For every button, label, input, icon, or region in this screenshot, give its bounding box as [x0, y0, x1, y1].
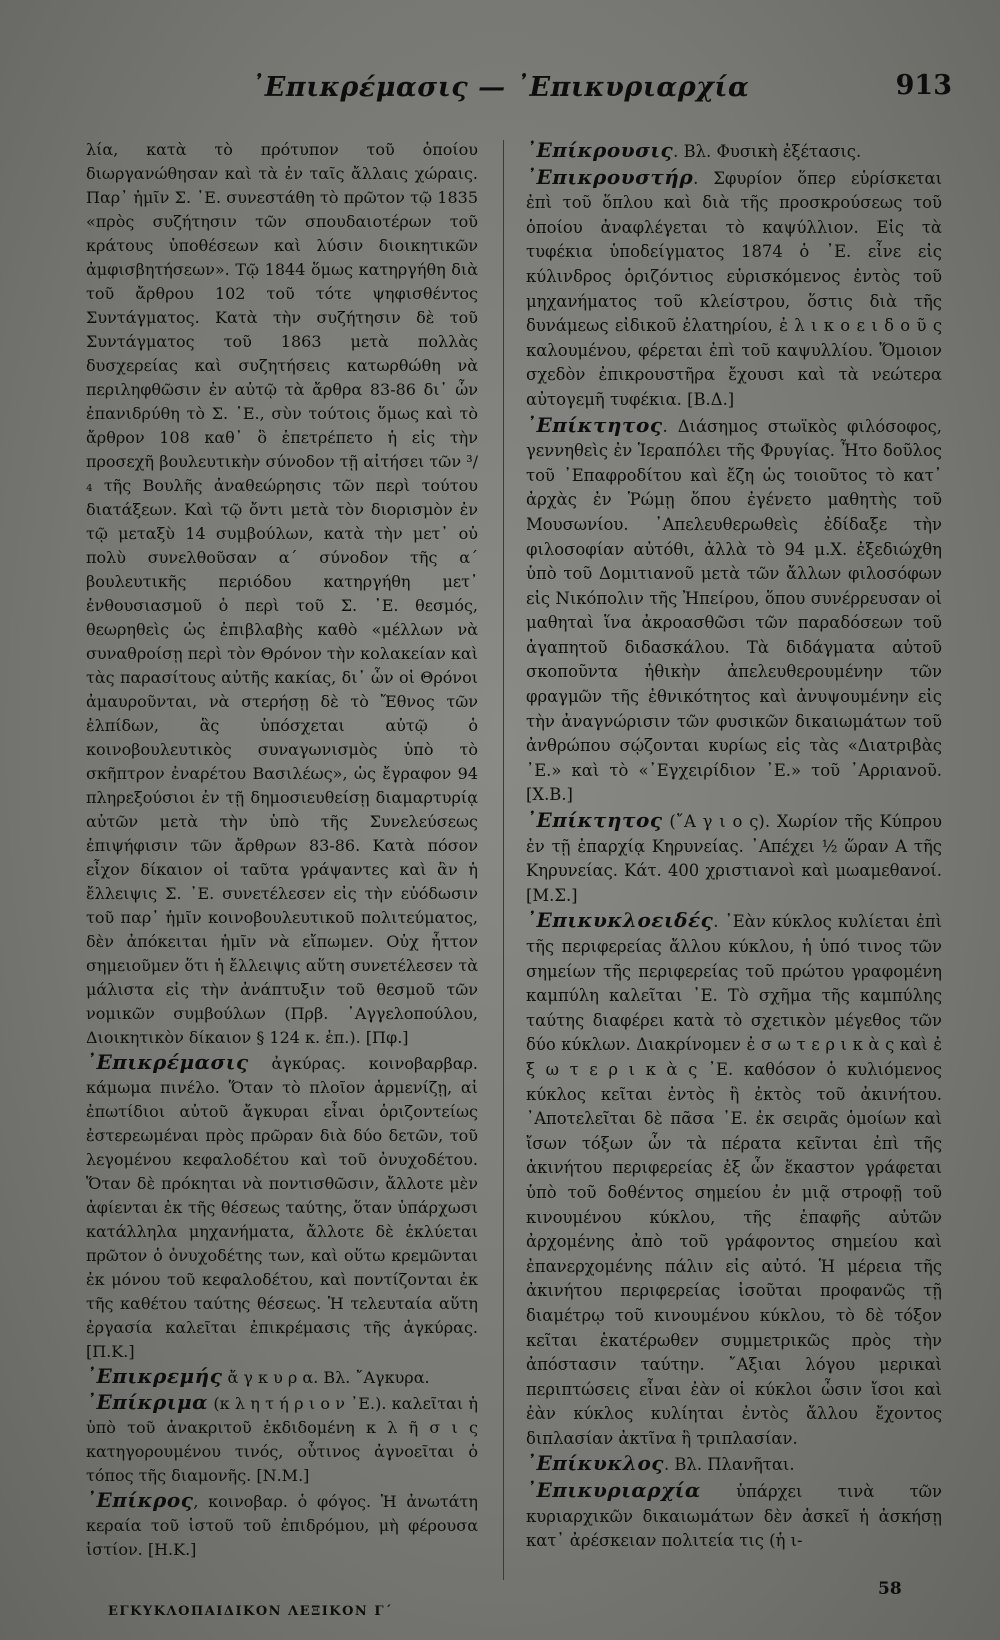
entry-headword: ᾿Επικυριαρχία [526, 1478, 701, 1503]
entry-headword: ᾿Επίκτητος [526, 808, 663, 833]
entry-headword: ᾿Επικρεμής [86, 1364, 223, 1388]
sheet-number: 58 [878, 1579, 902, 1599]
entry-epiktitos-village [526, 808, 942, 908]
entry-text: κοινοβαρ. ὁ φόγος. Ἡ ἀνωτάτη κεραία τοῦ ἱστοῦ τοῦ ἐπιδρόμου, μὴ φέρουσα ἱστίον. [Η.Κ.] [86, 1492, 478, 1559]
printer-signature-line: ΕΓΚΥΚΛΟΠΑΙΔΙΚΟΝ ΛΕΞΙΚΟΝ Γ΄ [108, 1604, 394, 1619]
entry-epikrima [86, 1390, 478, 1488]
page-number: 913 [895, 70, 952, 101]
entry-text: ᾿Εὰν κύκλος κυλίεται ἐπὶ τῆς περιφερείας ἄλλου κύκλου, ἡ ὑπό τινος τῶν σημείων τῆς περιφερείας τοῦ πρώτου γραφομένη καμπύλη καλεῖται ᾿Ε. Τὸ σχῆμα τῆς καμπύλης ταύτης διαφέρει κατὰ τὸ σχετικὸν μέγεθος τῶν δύο κύκλων. Διακρίνομεν ἐ σ ω τ ε ρ ι κ ὰ ς καὶ ἐ ξ ω τ ε ρ ι κ ὰ ς ᾿Ε. καθόσον ὁ κυλιόμενος κύκλος κεῖται ἐντὸς ἢ ἐκτὸς τοῦ ἀκινήτου. ᾿Αποτελεῖται δὲ πᾶσα ᾿Ε. ἐκ σειρᾶς ὁμοίων καὶ ἴσων τόξων ὧν τὰ πέρατα κεῖνται ἐπὶ τῆς ἀκινήτου περιφερείας ἐξ ὧν ἕκαστον γράφεται ὑπὸ τοῦ δοθέντος σημείου ἐν μιᾷ στροφῇ τοῦ κινουμένου κύκλου, τῆς ἐπαφῆς αὐτῶν ἀρχομένης ἀπὸ τοῦ γράφοντος σημείου καὶ ἐπανερχομένης πάλιν εἰς αὐτό. Ἡ μέρεια τῆς ἀκινήτου περιφερείας ἰσοῦται προφανῶς τῇ διαμέτρῳ τοῦ κινουμένου κύκλου, τὸ δὲ τόξον κεῖται ἑκατέρωθεν συμμετρικῶς πρὸς τὴν ἀπόστασιν ταύτην. ῎Αξιαι λόγου μερικαὶ περιπτώσεις εἶναι ἐὰν οἱ κύκλοι ὦσιν ἴσοι καὶ ἐὰν κύκλος κυλίηται ἐντὸς ἄλλου ἔχοντος διπλασίαν ἀκτῖνα ἢ τριπλασίαν. [526, 912, 942, 1448]
entry-headword: ᾿Επίκυκλος [526, 1451, 664, 1476]
entry-headword: ᾿Επίκρουσις [526, 138, 674, 162]
left-column [86, 138, 478, 1562]
entry-headword: ᾿Επίκτητος [526, 412, 663, 437]
entry-headword: ᾿Επίκριμα [86, 1390, 209, 1414]
entry-epikykloeides: ᾿Επικυκλοειδές. ᾿Εὰν κύκλος κυλίεται ἐπὶ τῆς περιφερείας ἄλλου κύκλου, ἡ ὑπό τινος τῶν σημείων τῆς περιφερείας τοῦ πρώτου γραφομένη καμπύλη καλεῖται ᾿Ε. Τὸ σχῆμα τῆς καμπύλης ταύτης διαφέρει κατὰ τὸ σχετικὸν μέγεθος τῶν δύο κύκλων. Διακρίνομεν ἐ σ ω τ ε ρ ι κ ὰ ς καὶ ἐ ξ ω τ ε ρ ι κ ὰ ς ᾿Ε. καθόσον ὁ κυλιόμενος κύκλος κεῖται ἐντὸς ἢ ἐκτὸς τοῦ ἀκινήτου. ᾿Αποτελεῖται δὲ πᾶσα ᾿Ε. ἐκ σειρᾶς ὁμοίων καὶ ἴσων τόξων ὧν τὰ πέρατα κεῖνται ἐπὶ τῆς ἀκινήτου περιφερείας ἐξ ὧν ἕκαστον γράφεται ὑπὸ τοῦ δοθέντος σημείου ἐν μιᾷ στροφῇ τοῦ κινουμένου κύκλου, τῆς ἐπαφῆς αὐτῶν ἀρχομένης ἀπὸ τοῦ γράφοντος σημείου καὶ ἐπανερχομένης πάλιν εἰς αὐτό. Ἡ μέρεια τῆς ἀκινήτου περιφερείας ἰσοῦται προφανῶς τῇ διαμέτρῳ τοῦ κινουμένου κύκλου, τὸ δὲ τόξον κεῖται ἑκατέρωθεν συμμετρικῶς πρὸς τὴν ἀπόστασιν ταύτην. ῎Αξιαι λόγου μερικαὶ περιπτώσεις εἶναι ἐὰν οἱ κύκλοι ὦσιν ἴσοι καὶ ἐὰν κύκλος κυλίηται ἐντὸς ἄλλου ἔχοντος διπλασίαν ἀκτῖνα ἢ τριπλασίαν. [526, 908, 942, 1448]
entry-headword: ᾿Επικρουστήρ [526, 164, 694, 189]
entry-text: ἀγκύρας. κοινοβαρβαρ. κάμωμα πινέλο. Ὅταν τὸ πλοῖον ἁρμενίζῃ, αἱ ἐπωτίδιοι αὐτοῦ ἄγκυραι εἶναι ὁριζοντείως ἐστερεωμέναι πρὸς πρῶραν διὰ δύο δετῶν, τοῦ λεγομένου κεφαλοδέτου καὶ τοῦ ὀνυχοδέτου. Ὅταν δὲ πρόκηται νὰ ποντισθῶσιν, ἄλλοτε μὲν ἀφίενται ἐκ τῆς θέσεως ταύτης, ὅταν ὑπάρχωσι κατάλληλα μηχανήματα, ἄλλοτε δὲ ἐκλύεται πρῶτον ὁ ὀνυχοδέτης των, καὶ οὕτω κρεμῶνται ἐκ μόνου τοῦ κεφαλοδέτου, καὶ ποντίζονται ἐκ τῆς καθέτου ταύτης θέσεως. Ἡ τελευταία αὕτη ἐργασία καλεῖται ἐπικρέμασις τῆς ἀγκύρας. [Π.Κ.] [86, 1054, 478, 1361]
running-header: ᾿Επικρέμασις — ᾿Επικυριαρχία [250, 72, 750, 103]
column-divider [503, 140, 504, 1580]
entry-text: Βλ. Πλανῆται. [674, 1455, 795, 1475]
entry-text: Σφυρίον ὅπερ εὑρίσκεται ἐπὶ τοῦ ὅπλου καὶ διὰ τῆς προσκρούσεως τοῦ ὁποίου ἀναφλέγεται τὸ καψύλλιον. Εἰς τὰ τυφέκια ὑποδείγματος 1874 ὁ ᾿Ε. εἶνε εἰς κύλινδρος ὁριζόντιος εὑρισκόμενος ἐντὸς τοῦ μηχανήματος τοῦ κλείστρου, ὅστις διὰ τῆς δυνάμεως εἰδικοῦ ἐλατηρίου, ἐ λ ι κ ο ε ι δ ο ῦ ς καλουμένου, φέρεται ἐπὶ τοῦ καψυλλίου. Ὅμοιον σχεδὸν ἐπικρουστῆρα ἔχουσι καὶ τὰ νεώτερα αὐτογεμῆ τυφέκια. [Β.Δ.] [526, 168, 942, 409]
entry-epikroustir: ᾿Επικρουστήρ. Σφυρίον ὅπερ εὑρίσκεται ἐπὶ τοῦ ὅπλου καὶ διὰ τῆς προσκρούσεως τοῦ ὁποίου ἀναφλέγεται τὸ καψύλλιον. Εἰς τὰ τυφέκια ὑποδείγματος 1874 ὁ ᾿Ε. εἶνε εἰς κύλινδρος ὁριζόντιος εὑρισκόμενος ἐντὸς τοῦ μηχανήματος τοῦ κλείστρου, ὅστις διὰ τῆς δυνάμεως εἰδικοῦ ἐλατηρίου, ἐ λ ι κ ο ε ι δ ο ῦ ς καλουμένου, φέρεται ἐπὶ τοῦ καψυλλίου. Ὅμοιον σχεδὸν ἐπικρουστῆρα ἔχουσι καὶ τὰ νεώτερα αὐτογεμῆ τυφέκια. [Β.Δ.] [526, 164, 942, 409]
entry-epikyklos: ᾿Επίκυκλος. Βλ. Πλανῆται. [526, 1451, 795, 1476]
entry-headword: ᾿Επικυκλοειδές [526, 908, 714, 933]
entry-epikyriarchia [526, 1478, 942, 1554]
entry-text: (κ λ η τ ή ρ ι ο ν ᾿Ε.). καλεῖται ἡ ὑπὸ τοῦ ἀνακριτοῦ ἐκδιδομένη κ λ ῆ σ ι ς κατηγορουμένου τινός, οὗτινος ἀγνοεῖται ὁ τόπος τῆς διαμονῆς. [Ν.Μ.] [86, 1394, 478, 1485]
entry-text: Βλ. Φυσικὴ ἐξέτασις. [683, 142, 862, 161]
entry-text: (῎Α γ ι ο ς). Χωρίον τῆς Κύπρου ἐν τῇ ἐπαρχίᾳ Κηρυνείας. ᾿Απέχει ½ ὥραν Α τῆς Κηρυνείας. Κάτ. 400 χριστιανοὶ καὶ μωαμεθανοί. [Μ.Σ.] [526, 812, 942, 905]
entry-text: Διάσημος στωϊκὸς φιλόσοφος, γεννηθεὶς ἐν Ἱεραπόλει τῆς Φρυγίας. Ἦτο δοῦλος τοῦ ᾿Επαφροδίτου καὶ ἔζη ὡς τοιοῦτος τὸ κατ᾿ ἀρχὰς ἐν Ῥώμῃ ὅπου ἐγένετο μαθητὴς τοῦ Μουσωνίου. ᾿Απελευθερωθεὶς ἐδίδαξε τὴν φιλοσοφίαν αὐτόθι, ἀλλὰ τὸ 94 μ.Χ. ἐξεδιώχθη ὑπὸ τοῦ Δομιτιανοῦ μετὰ τῶν ἄλλων φιλοσόφων εἰς Νικόπολιν τῆς Ἠπείρου, ὅπου συνέρρευσαν οἱ μαθηταὶ ἵνα ἀκροασθῶσι τῶν παραδόσεων τοῦ ἀγαπητοῦ διδασκάλου. Τὰ διδάγματα αὐτοῦ σκοποῦντα ἠθικὴν ἀπελευθερουμένην τῶν φραγμῶν τῆς ἐθνικότητος καὶ ἀνυψουμένην εἰς τὴν ἀναγνώρισιν τῶν φυσικῶν δικαιωμάτων τοῦ ἀνθρώπου σῴζονται κυρίως εἰς τὰς «Διατριβὰς ᾿Ε.» καὶ τὸ «᾿Εγχειρίδιον ᾿Ε.» τοῦ ᾿Αρριανοῦ. [Χ.Β.] [526, 416, 942, 805]
entry-text: ὑπάρχει τινὰ τῶν κυριαρχικῶν δικαιωμάτων δὲν ἀσκεῖ ἡ ἀσκήσῃ κατ᾿ ἀρέσκειαν πολιτεία τις (ἡ ι- [526, 1482, 942, 1551]
entry-epikremis [86, 1364, 478, 1390]
entry-epiktitos: ᾿Επίκτητος. Διάσημος στωϊκὸς φιλόσοφος, γεννηθεὶς ἐν Ἱεραπόλει τῆς Φρυγίας. Ἦτο δοῦλος τοῦ ᾿Επαφροδίτου καὶ ἔζη ὡς τοιοῦτος τὸ κατ᾿ ἀρχὰς ἐν Ῥώμῃ ὅπου ἐγένετο μαθητὴς τοῦ Μουσωνίου. ᾿Απελευθερωθεὶς ἐδίδαξε τὴν φιλοσοφίαν αὐτόθι, ἀλλὰ τὸ 94 μ.Χ. ἐξεδιώχθη ὑπὸ τοῦ Δομιτιανοῦ μετὰ τῶν ἄλλων φιλοσόφων εἰς Νικόπολιν τῆς Ἠπείρου, ὅπου συνέρρευσαν οἱ μαθηταὶ ἵνα ἀκροασθῶσι τῶν παραδόσεων τοῦ ἀγαπητοῦ διδασκάλου. Τὰ διδάγματα αὐτοῦ σκοποῦντα ἠθικὴν ἀπελευθερουμένην τῶν φραγμῶν τῆς ἐθνικότητος καὶ ἀνυψουμένην εἰς τὴν ἀναγνώρισιν τῶν φυσικῶν δικαιωμάτων τοῦ ἀνθρώπου σῴζονται κυρίως εἰς τὰς «Διατριβὰς ᾿Ε.» καὶ τὸ «᾿Εγχειρίδιον ᾿Ε.» τοῦ ᾿Αρριανοῦ. [Χ.Β.] [526, 412, 942, 805]
right-column [526, 138, 942, 1554]
entry-epikrousis: ᾿Επίκρουσις. Βλ. Φυσικὴ ἐξέτασις. [526, 138, 862, 162]
entry-headword: ᾿Επίκρος [86, 1488, 194, 1512]
entry-epikremasis [86, 1050, 478, 1364]
entry-text: ἄ γ κ υ ρ α. Βλ. ῎Αγκυρα. [227, 1368, 430, 1387]
entry-epikros: ᾿Επίκρος, κοινοβαρ. ὁ φόγος. Ἡ ἀνωτάτη κεραία τοῦ ἱστοῦ τοῦ ἐπιδρόμου, μὴ φέρουσα ἱστίον. [Η.Κ.] [86, 1488, 478, 1559]
entry-continuation-text: λία, κατὰ τὸ πρότυπον τοῦ ὁποίου διωργανώθησαν καὶ τὰ ἐν ταῖς ἄλλαις χώραις. Παρ᾿ ἡμῖν Σ. ᾿Ε. συνεστάθη τὸ πρῶτον τῷ 1835 «πρὸς συζήτησιν τῶν σπουδαιοτέρων τοῦ κράτους ὑποθέσεων καὶ λύσιν διοικητικῶν ἀμφισβητήσεων». Τῷ 1844 ὅμως κατηργήθη διὰ τοῦ ἄρθρου 102 τοῦ τότε ψηφισθέντος Συντάγματος. Κατὰ τὴν συζήτησιν δὲ τοῦ Συντάγματος τοῦ 1863 μετὰ πολλὰς δυσχερείας καὶ συζητήσεις κατωρθώθη νὰ περιληφθῶσιν ἐν αὐτῷ τὰ ἄρθρα 83-86 δι᾿ ὧν ἐπανιδρύθη τὸ Σ. ᾿Ε., σὺν τούτοις ὅμως καὶ τὸ ἄρθρον 108 καθ᾿ ὃ ἐπετρέπετο ἡ εἰς τὴν προσεχῆ βουλευτικὴν σύνοδον τῇ αἰτήσει τῶν ³/₄ τῆς Βουλῆς ἀναθεώρησις τῶν περὶ τούτου διατάξεων. Καὶ τῷ ὄντι μετὰ τὸν διορισμὸν ἐν τῷ μεταξὺ 14 συμβούλων, κατὰ τὴν μετ᾿ οὐ πολὺ συνελθοῦσαν α΄ σύνοδον τῆς α΄ βουλευτικῆς περιόδου κατηργήθη μετ᾿ ἐνθουσιασμοῦ ὁ περὶ τοῦ Σ. ᾿Ε. θεσμός, θεωρηθεὶς ὡς ἐπιβλαβὴς καθὸ «μέλλων νὰ συναθροίσῃ περὶ τὸν Θρόνον τὴν κολακείαν καὶ τὰς παρασίτους αὐτῆς κακίας, δι᾿ ὧν οἱ Θρόνοι ἀμαυροῦνται, νὰ στερήσῃ δὲ τὸ Ἔθνος τῶν ἐλπίδων, ἃς ὑπόσχεται αὐτῷ ὁ κοινοβουλευτικὸς συναγωνισμὸς ὑπὸ τὸ σκῆπτρον ἐναρέτου Βασιλέως», ὡς ἔγραφον 94 πληρεξούσιοι ἐν τῇ δημοσιευθείσῃ διαμαρτυρίᾳ αὐτῶν μετὰ τὴν ὑπὸ τῆς Συνελεύσεως ἐπιψήφισιν τῶν ἄρθρων 83-86. Κατὰ πόσον εἶχον δίκαιον οἱ ταῦτα γράψαντες καὶ ἂν ἡ ἔλλειψις Σ. ᾿Ε. συνετέλεσεν εἰς τὴν εὐόδωσιν τοῦ παρ᾿ ἡμῖν κοινοβουλευτικοῦ πολιτεύματος, δὲν ἀπόκειται ἡμῖν νὰ εἴπωμεν. Οὐχ ἧττον σημειοῦμεν ὅτι ἡ ἔλλειψις αὕτη συνετέλεσεν τὰ μάλιστα εἰς τὴν ἀνάπτυξιν τοῦ θεσμοῦ τῶν νομικῶν συμβούλων (Πρβ. ᾿Αγγελοπούλου, Διοικητικὸν δίκαιον § 124 κ. ἑπ.). [Πφ.] [86, 140, 478, 1047]
entry-headword: ᾿Επικρέμασις [86, 1050, 249, 1074]
